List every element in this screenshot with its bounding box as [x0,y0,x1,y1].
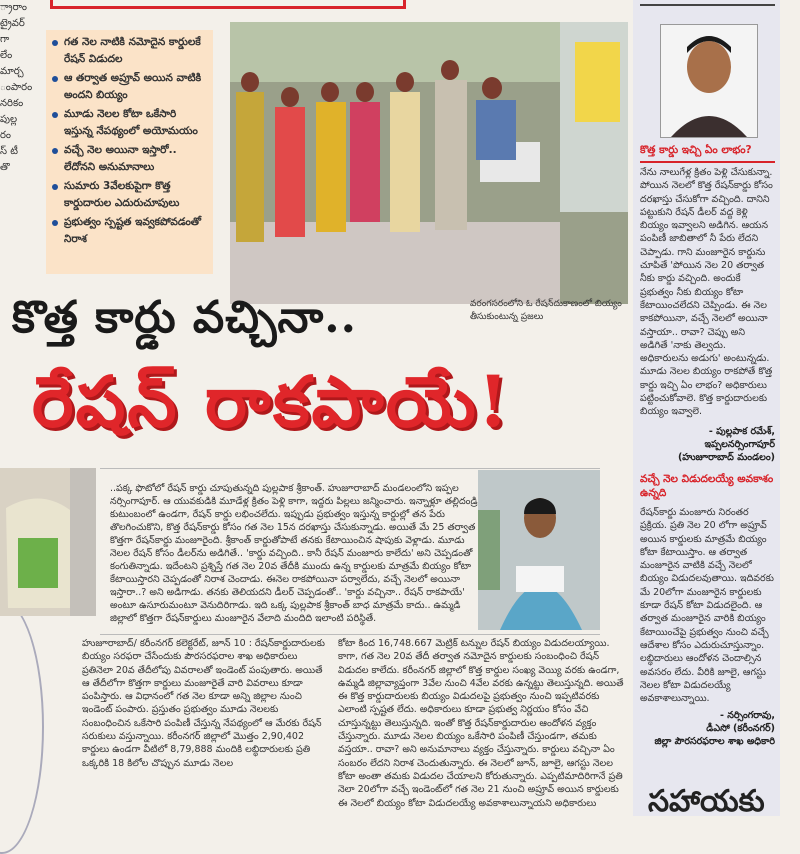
quote-2-text: రేషన్‌కార్డు మంజూరు నిరంతర ప్రక్రియ. ప్రతి నెల 20 లోగా అప్రూవ్ అయిన కార్డులకు మాత్రమే బియ్యం కోటా కేటాయిస్తాం. ఆ తర్వాత మంజూరైన వాటికి వచ్చే నెలలో బియ్యం విడుదలవుతాయి. ఇదివరకు మే 20లోగా మంజూరైన కార్డులకు కూడా రేషన్ కోటా విడుదలైంది. ఆ తర్వాత మంజూరైన వారికి బియ్యం కేటాయించేపై ప్రభుత్వం నుంచి వచ్చే ఆదేశాల కోసం ఎదురుచూస్తున్నాం. లబ్ధిదారులు ఆందోళన చెందాల్సిన అవసరం లేదు. వీరికి జూలై, ఆగస్టు నెలల కోటా విడుదలయ్యే అవకాశాలున్నాయి. [640,507,774,705]
quote-2-sig-dept: జిల్లా పౌరసరఫరాల శాఖ అధికారి [654,736,775,748]
bullet-icon [52,112,58,118]
quote-1-sig-mandal: (హుజూరాబాద్ మండలం) [677,451,775,463]
top-banner-frame [50,0,406,9]
quote-1-block [640,166,775,464]
left-column-line: స్ టీ [0,146,18,157]
sidebar-top-rule [640,0,775,6]
left-column-line: ంపారం [0,82,33,93]
bullet-icon [52,40,58,46]
headline-line-2: రేషన్ రాకపాయే! [32,360,511,443]
intro-text: ..పక్క ఫొటోలో రేషన్ కార్డు చూపుతున్నది పుల్లపాక శ్రీకాంత్. హుజూరాబాద్ మండలంలోని ఇప్పల నర్సింగాపూర్. ఆ యువకుడికి మూడేళ్ల క్రితం పెళ్లి కాగా, ఇద్దరు పిల్లలు జన్మించారు. ఇన్నాళ్లూ తల్లిదండ్రి కుటుంబంలో ఉండగా, రేషన్ కార్డు లభించలేదు. ఇప్పుడు ప్రభుత్వం ఇస్తున్న కార్డుల్లో తన పేరు తొలగించుకొని, కొత్త రేషన్‌కార్డు కోసం గత నెల 15న దరఖాస్తు చేసుకున్నాడు. అయితే మే 25 తర్వాత కొత్తగా రేషన్‌కార్డు మంజూరైంది. శ్రీకాంత్ కార్డుతోపాటే తనకు కేటాయించిన షాపుకు వెళ్లాడు. మూడు నెలల రేషన్ కోసం డీలర్‌ను అడిగితే.. 'కార్డు వచ్చింది.. కానీ రేషన్ మంజూరు కాలేదు' అని చెప్పడంతో కంగుతిన్నాడు. ఇదేంటని ప్రశ్నిస్తే గత నెల 20వ తేదీకి ముందు ఉన్న కార్డులకు మాత్రమే బియ్యం కోటా కేటాయిస్తారని చెప్పడంతో నిరాశ చెందాడు. ఈనెల రాకపోయినా పర్వాలేదు, వచ్చే నెలలో అయినా ఇస్తారా..? అని అడిగాడు. తనకు తెలియదని డీలర్ చెప్పడంతో.. 'కార్డు వచ్చినా.. రేషన్ రాకపాయే' అంటూ ఉసూరుమంటూ వెనుదిరిగాడు. ఇది ఒక్క పుల్లపాక శ్రీకాంత్ బాధ మాత్రమే కాదు.. ఉమ్మడి జిల్లాలో కొత్తగా రేషన్‌కార్డులు మంజూరైన వేలాది మందిది ఇలాంటి పరిస్థితే. [110,483,478,624]
quote-1-text: నేను నాలుగేళ్ల క్రితం పెళ్లి చేసుకున్నా. పోయిన నెలలో కొత్త రేషన్‌కార్డు కోసం దరఖాస్తు చేసుకోగా వచ్చింది. దానిని పట్టుకుని రేషన్ డీలర్ వద్ద కెళ్లి బియ్యం ఇవ్వాలని అడిగిన. ఆయన పంపిణీ జాబితాలో నీ పేరు లేదని చెప్పాడు. గాని మంజూరైన కార్డును చూపితే 'పోయిన నెల 20 తర్వాత నీకు కార్డు వచ్చింది. అందుకే ప్రభుత్వం నీకు బియ్యం కోటా కేటాయించలేదని చెప్పిండు. ఈ నెల కాకపోయినా, వచ్చే నెలలో అయినా వస్తాయా.. రావా? చెప్పు అని అడిగితే 'నాకు తెల్వదు. అధికారులను అడుగు' అంటున్నడు. మూడు నెలల బియ్యం రాకపోతే కొత్త కార్డు ఇచ్చి ఏం లాభం? అధికారులు పట్టించుకోవాలె. కొత్త కార్డుదారులకు బియ్యం ఇవ్వాలె. [640,167,773,418]
bullet-icon [52,184,58,190]
quote-1-title: కొత్త కార్డు ఇచ్చి ఏం లాభం? [640,144,775,163]
left-column-line: రం [0,130,11,141]
left-column-line: పుల్ల [0,114,18,125]
highlight-item: ఆ తర్వాత అప్రూవ్ అయిన వాటికి అందని బియ్యం [52,70,207,104]
left-column-line: తొ [0,162,10,173]
ration-shop-illustration [230,22,628,304]
article-body-right: కోటా కింద 16,748.667 మెట్రిక్ టన్నుల రేషన్ బియ్యం విడుదలయ్యాయి. కాగా, గత నెల 20వ తేదీ తర్వాత నమోదైన కార్డులకు సంబంధించి రేషన్ విడుదల కాలేదు. కరీంనగర్ జిల్లాలో కొత్త కార్డుల సంఖ్య వెయ్యి వరకు ఉండగా, ఉమ్మడి జిల్లావ్యాప్తంగా 3వేల నుంచి 4వేల వరకు ఉన్నట్టు తెలుస్తున్నది. అయితే ఈ కొత్త కార్డుదారులకు బియ్యం విడుదలపై ప్రభుత్వం నుంచి ఇప్పటివరకు ఎలాంటి స్పష్టత లేదు. అధికారులు కూడా ప్రభుత్వ నిర్ణయం కోసం వేచి చూస్తున్నట్టు తెలుస్తున్నది. ఇంతో కొత్త రేషన్‌కార్డుదారుల ఆందోళన వ్యక్తం చేస్తున్నారు. మూడు నెలల బియ్యం ఒకేసారి పంపిణీ చేస్తుండగా, తమకు వస్తయా.. రావా? అని అనుమానాలు వ్యక్తం చేస్తున్నారు. కార్డులు వచ్చినా ఏం సంబరం లేదని నిరాశ చెందుతున్నారు. ఈ నెలలో జూన్, జూలై, ఆగస్టు నెలల కోటా అంతా తమకు విడుదల చేయాలని కోరుతున్నారు. ఎప్పటిమాదిరిగానే ప్రతి నెలా 20లోగా వచ్చే ఇండెంట్‌లో గత నెల 21 నుంచి అప్రూవ్ అయిన కార్డులకు ఈ నెలలో బియ్యం కోటా విడుదలయ్యే అవకాశాలున్నాయని అధికారులు [338,638,624,809]
cardholder-photo [478,470,600,630]
rice-bag-illustration [0,468,96,616]
highlights-box [46,30,213,274]
ration-shop-photo [230,22,628,304]
highlight-item: మూడు నెలల కోటా ఒకేసారి ఇస్తున్న నేపథ్యంలో అయోమయం [52,106,207,140]
bullet-icon [52,76,58,82]
left-column-line: గా [0,34,10,45]
quote-1-sig-place: ఇప్పలనర్సింగాపూర్ [704,438,775,450]
photo-caption: వరంగసరంలోని ఓ రేషన్‌దుకాణంలో బియ్యం తీసుకుంటున్న ప్రజలు [470,299,622,322]
bullet-icon [52,220,58,226]
quote-2-title: వచ్చే నెల విడుదలయ్యే అవకాశం ఉన్నది [640,473,774,499]
left-column-line: మార్చ [0,66,24,77]
avatar [660,24,758,138]
cardholder-illustration [478,470,600,630]
next-article-heading: సహాయకు [648,784,765,819]
highlight-item: ప్రభుత్వం స్పష్టత ఇవ్వకపోవడంతో నిరాశ [52,214,207,248]
quote-2-sig-name: - నర్సింగరావు, [719,710,775,722]
bullet-icon [52,148,58,154]
article-body-left: హుజూరాబాద్/ కరీంనగర్ కలెక్టరేట్, జూన్ 10 : రేషన్‌కార్డుదారులకు బియ్యం సరఫరా చేసేందుకు పౌరసరఫరాల శాఖ అధికారులు ప్రతినెలా 20వ తేదీలోపు వివరాలతో ఇండెంట్ పంపుతారు. అయితే ఆ తేదీలోగా కొత్తగా కార్డులు మంజూరైతే వారి వివరాలు కూడా పంపిస్తారు. ఆ విధానంలో గత నెల కూడా అన్ని జిల్లాల నుంచి ఇండెంట్ పంపారు. ప్రస్తుతం ప్రభుత్వం మూడు నెలలకు సంబంధించిన ఒకేసారి పంపిణీ చేస్తున్న నేపథ్యంలో ఆ మేరకు రేషన్ సరుకులు వస్తున్నాయి. కరీంనగర్ జిల్లాలో మొత్తం 2,90,402 కార్డులు ఉండగా వీటిలో 8,79,888 మందికి లబ్ధిదారులకు ప్రతి ఒక్కరికి 18 కిలోల చొప్పున మూడు నెలల [82,638,325,769]
quote-2-sig-role: డీఎసో (కరీంనగర్) [706,723,775,735]
person-portrait [661,25,757,137]
left-column-line: ట్రైవర్ [0,18,25,29]
left-column-line: నరికం [0,98,24,109]
quote-1-sig-name: - పుల్లపాక రమేశ్, [708,425,775,437]
left-column-line: లేం [0,50,13,61]
quote-2-block [640,506,775,748]
highlight-item: వచ్చే నెల అయినా ఇస్తారో.. లేదోనని అనుమానాలు [52,142,207,176]
highlight-item: గత నెల నాటికి నమోదైన కార్డులకే రేషన్ విడుదల [52,34,207,68]
highlight-item: సుమారు 3వేలకుపైగా కొత్త కార్డుదారుల ఎదురుచూపులు [52,178,207,212]
rice-bag-photo [0,468,96,616]
left-column-line: ్రారాం [0,2,27,13]
headline-line-1: కొత్త కార్డు వచ్చినా.. [12,292,357,343]
